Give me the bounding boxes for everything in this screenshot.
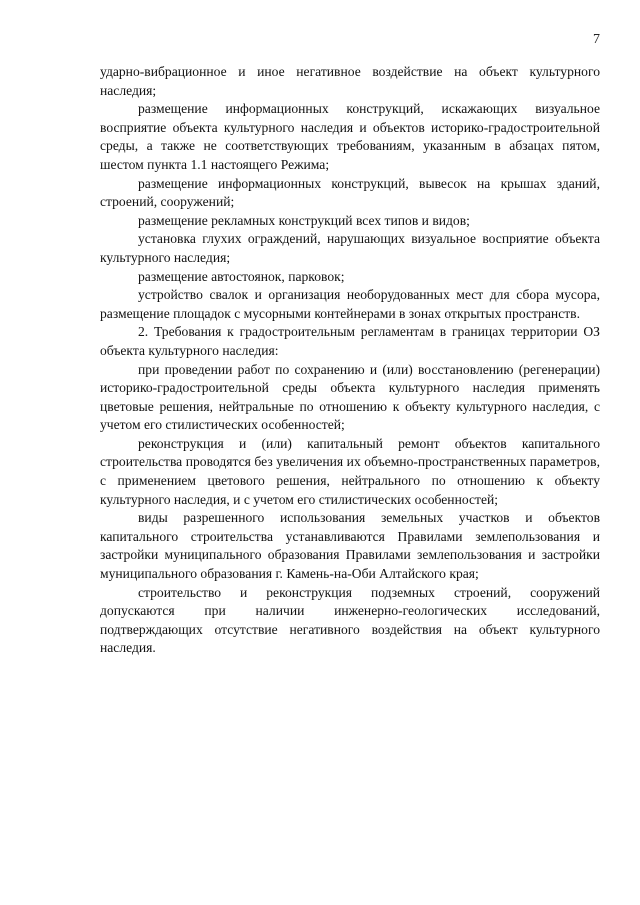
paragraph: установка глухих ограждений, нарушающих визуальное восприятие объекта культурного наследия; [100,231,600,265]
paragraph: при проведении работ по сохранению и (или) восстановлению (регенерации) историко-градостроительной среды объекта культурного наследия применять цветовые решения, нейтральные по отношению к объекту культурного наследия, с учетом его стилистических особенностей; [100,361,600,433]
page-number: 7 [593,32,600,47]
paragraph: размещение рекламных конструкций всех типов и видов; [138,212,470,228]
paragraph: размещение информационных конструкций, вывесок на крышах зданий, строений, сооружений; [100,175,600,210]
paragraph: реконструкция и (или) капитальный ремонт объектов капитального строительства проводятся без увеличения их объемно-пространственных параметров, с применением цветового решения, нейтрального по отношению к объекту культурного наследия, и с учетом его стилистических особенностей; [100,435,600,507]
section-heading-paragraph: 2. Требования к градостроительным регламентам в границах территории ОЗ объекта культурного наследия: [100,324,600,358]
paragraph: ударно-вибрационное и иное негативное воздействие на объект культурного наследия; [100,64,600,98]
paragraph: размещение автостоянок, парковок; [138,268,345,284]
document-body [100,63,600,658]
paragraph: размещение информационных конструкций, искажающих визуальное восприятие объекта культурного наследия и объектов историко-градостроительной среды, а также не соответствующих требованиям, указанным в абзацах пятом, шестом пункта 1.1 настоящего Режима; [100,101,600,172]
paragraph: виды разрешенного использования земельных участков и объектов капитального строительства устанавливаются Правилами землепользования и застройки муниципального образования Правилами землепользования и застройки муниципального образования г. Камень-на-Оби Алтайского края; [100,510,600,582]
paragraph: устройство свалок и организация необорудованных мест для сбора мусора, размещение площадок с мусорными контейнерами в зонах открытых пространств. [100,287,600,321]
paragraph: строительство и реконструкция подземных строений, сооружений допускаются при наличии инженерно-геологических исследований, подтверждающих отсутствие негативного воздействия на объект культурного наследия. [100,584,600,656]
